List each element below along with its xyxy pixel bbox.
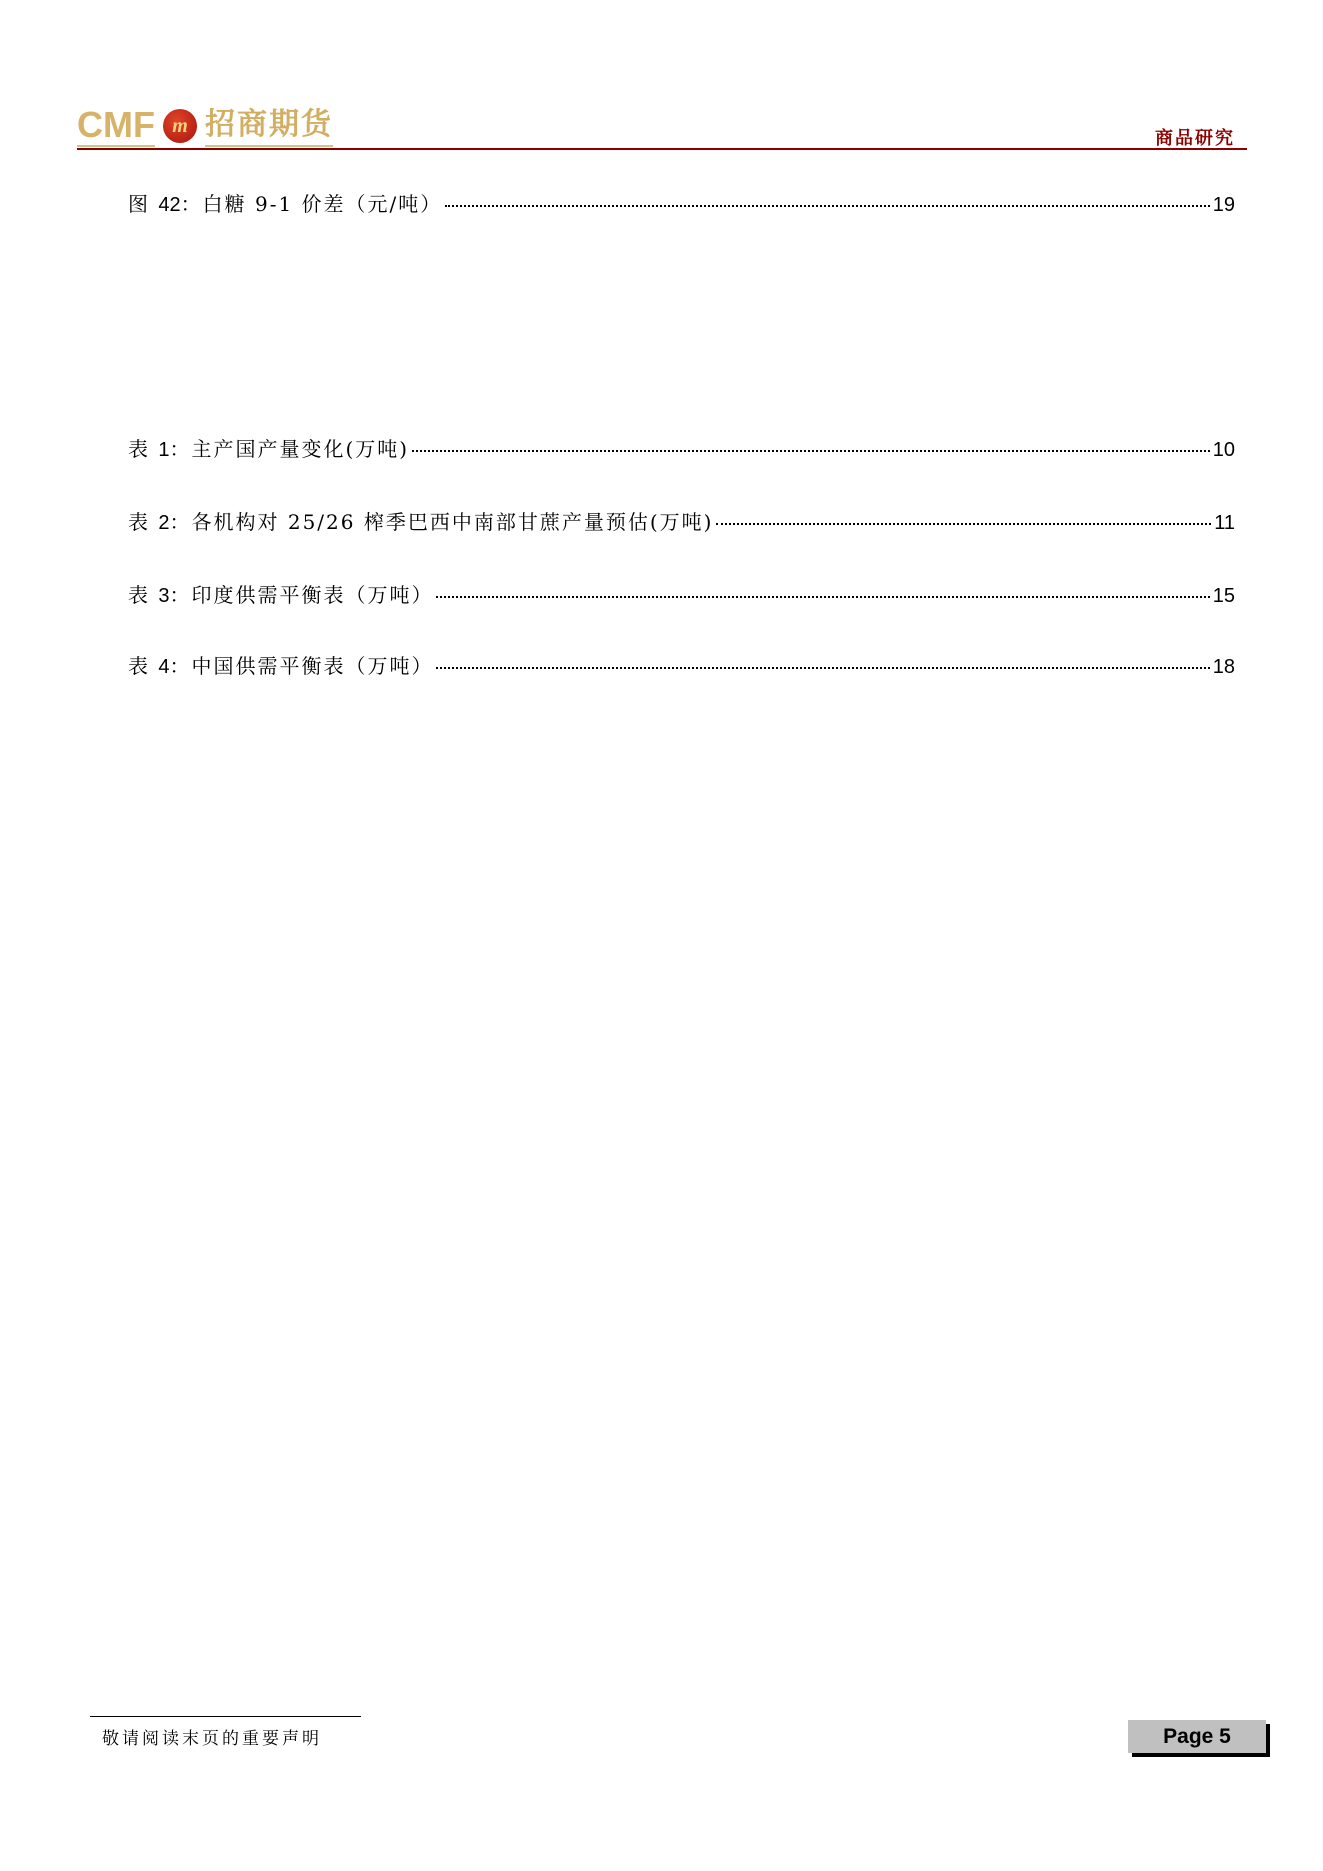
toc-leader-dots (412, 450, 1210, 452)
toc-page-number: 15 (1212, 585, 1235, 607)
logo-emblem-icon: m (163, 109, 197, 143)
toc-page-number: 18 (1212, 656, 1235, 678)
toc-leader-dots (445, 205, 1209, 207)
toc-entry-title: 表 1：主产国产量变化(万吨) (128, 437, 410, 461)
toc-entry[interactable] (128, 579, 1235, 608)
header-section-label: 商品研究 (1155, 128, 1235, 149)
toc-page-number: 10 (1212, 439, 1235, 461)
footer-divider (90, 1716, 361, 1717)
company-logo (77, 104, 333, 148)
toc-entry-title: 表 4：中国供需平衡表（万吨） (128, 654, 434, 678)
logo-text-en: CMF (77, 104, 155, 145)
header-divider (77, 148, 1247, 150)
toc-leader-dots (716, 523, 1211, 525)
page-number-badge: Page 5 (1128, 1720, 1266, 1753)
toc-leader-dots (436, 667, 1209, 669)
toc-entry-title: 表 3：印度供需平衡表（万吨） (128, 583, 434, 607)
toc-page-number: 11 (1214, 512, 1235, 534)
toc-entry[interactable] (128, 650, 1235, 679)
logo-text-cn: 招商期货 (205, 105, 333, 147)
toc-entry[interactable] (128, 188, 1235, 217)
toc-entry[interactable] (128, 506, 1235, 535)
toc-entry[interactable] (128, 433, 1235, 462)
toc-leader-dots (436, 596, 1209, 598)
toc-entry-title: 图 42：白糖 9-1 价差（元/吨） (128, 192, 443, 216)
toc-entry-title: 表 2：各机构对 25/26 榨季巴西中南部甘蔗产量预估(万吨) (128, 510, 714, 534)
toc-page-number: 19 (1212, 194, 1235, 216)
footer-disclaimer: 敬请阅读末页的重要声明 (102, 1729, 322, 1749)
